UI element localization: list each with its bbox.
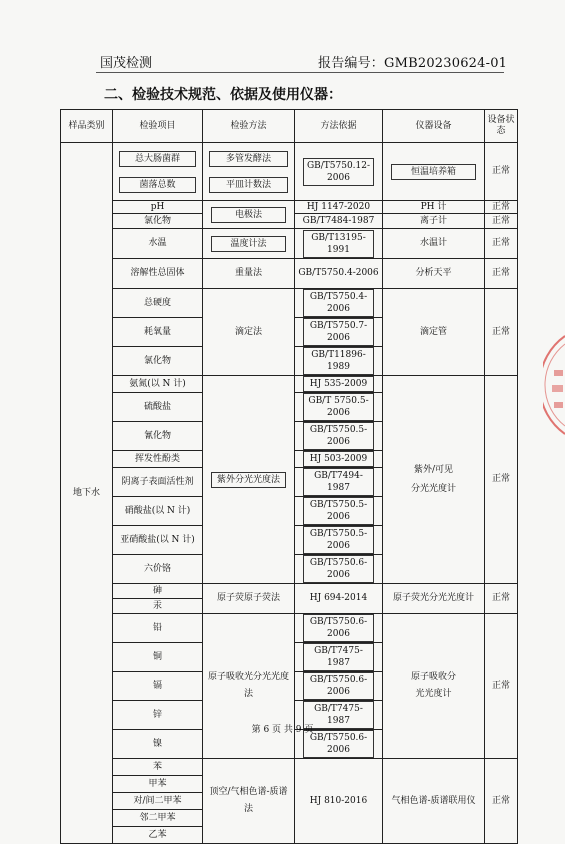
section-title: 二、检验技术规范、依据及使用仪器：: [104, 87, 342, 103]
table-row: [61, 259, 518, 289]
method-cell: [203, 201, 295, 229]
status-cell: 正常: [485, 201, 518, 214]
item-cell: 氨氮(以 N 计): [113, 376, 203, 393]
item-cell: 阴离子表面活性剂: [113, 468, 203, 497]
basis-text: GB/T5750.6-2006: [303, 555, 374, 583]
status-cell: 正常: [485, 376, 518, 584]
item-cell: 氯化物: [113, 347, 203, 376]
basis-cell: [295, 318, 383, 347]
item-text: 总大肠菌群: [119, 151, 196, 167]
table-row: [61, 201, 518, 214]
device-line: 紫外/可见: [413, 464, 454, 475]
basis-cell: [295, 422, 383, 451]
method-line: 法: [243, 804, 253, 814]
basis-text: GB/T5750.5-2006: [303, 497, 374, 525]
basis-cell: [295, 143, 383, 201]
org-name: 国茂检测: [100, 56, 153, 71]
table-row: [61, 759, 518, 776]
item-cell: 锌: [113, 701, 203, 730]
method-cell: [203, 229, 295, 259]
item-cell: 溶解性总固体: [113, 259, 203, 289]
method-cell: [203, 614, 295, 759]
status-cell: 正常: [485, 584, 518, 614]
basis-cell: [295, 526, 383, 555]
device-cell: [383, 614, 485, 759]
status-cell: 正常: [485, 143, 518, 201]
item-cell: 铅: [113, 614, 203, 643]
table-row: [61, 584, 518, 599]
method-text: 多管发酵法: [209, 151, 288, 167]
status-cell: 正常: [485, 229, 518, 259]
item-cell: 六价铬: [113, 555, 203, 584]
device-cell: [383, 376, 485, 584]
method-cell: [203, 759, 295, 844]
method-line: 原子吸收光分光光度: [207, 672, 289, 682]
item-cell: 镉: [113, 672, 203, 701]
col-status: 设备状态: [485, 110, 518, 143]
page-number: 第 6 页 共 9 页: [251, 725, 314, 735]
item-cell: 对/间二甲苯: [113, 793, 203, 810]
basis-cell: [295, 614, 383, 643]
basis-cell: [295, 393, 383, 422]
col-method: 检验方法: [203, 110, 295, 143]
method-text: 平皿计数法: [209, 177, 288, 193]
item-cell: 铜: [113, 643, 203, 672]
item-text: 菌落总数: [119, 177, 196, 193]
table-row: [61, 229, 518, 259]
status-cell: 正常: [485, 259, 518, 289]
device-cell: 水温计: [383, 229, 485, 259]
method-text: 电极法: [211, 207, 286, 223]
header-divider: [96, 72, 504, 73]
item-cell: 硝酸盐(以 N 计): [113, 497, 203, 526]
device-line: 光光度计: [415, 689, 452, 699]
item-cell: 邻二甲苯: [113, 810, 203, 827]
device-cell: 原子荧光分光光度计: [383, 584, 485, 614]
table-row: [61, 376, 518, 393]
basis-cell: [295, 229, 383, 259]
basis-text: GB/T 5750.5-2006: [303, 393, 374, 421]
col-item: 检验项目: [113, 110, 203, 143]
device-cell: 气相色谱-质谱联用仪: [383, 759, 485, 844]
device-line: 原子吸收分: [410, 672, 456, 682]
basis-text: GB/T5750.12-2006: [303, 158, 374, 186]
item-cell: 挥发性酚类: [113, 451, 203, 468]
status-cell: 正常: [485, 214, 518, 229]
basis-cell: HJ 810-2016: [295, 759, 383, 844]
device-cell: 滴定管: [383, 289, 485, 376]
table-header-row: [61, 110, 518, 143]
basis-cell: [295, 451, 383, 468]
table-row: [61, 289, 518, 318]
table-row: [61, 143, 518, 201]
basis-text: GB/T5750.6-2006: [303, 614, 374, 642]
basis-text: GB/T7475-1987: [303, 643, 374, 671]
basis-text: GB/T5750.4-2006: [303, 289, 374, 317]
basis-cell: [295, 468, 383, 497]
basis-cell: GB/T5750.4-2006: [295, 259, 383, 289]
item-cell: 乙苯: [113, 827, 203, 844]
method-cell: 滴定法: [203, 289, 295, 376]
col-basis: 方法依据: [295, 110, 383, 143]
basis-cell: [295, 289, 383, 318]
method-cell: 重量法: [203, 259, 295, 289]
item-cell: 亚硝酸盐(以 N 计): [113, 526, 203, 555]
basis-text: GB/T5750.5-2006: [303, 422, 374, 450]
method-cell: [203, 143, 295, 201]
basis-text: GB/T11896-1989: [303, 347, 374, 375]
status-cell: 正常: [485, 759, 518, 844]
item-cell: [113, 143, 203, 201]
method-cell: [203, 376, 295, 584]
item-cell: 苯: [113, 759, 203, 776]
item-cell: 总硬度: [113, 289, 203, 318]
device-cell: 离子计: [383, 214, 485, 229]
report-number: 报告编号：GMB20230624-01: [318, 56, 508, 71]
basis-text: GB/T5750.6-2006: [303, 672, 374, 700]
basis-text: GB/T7475-1987: [303, 701, 374, 729]
basis-cell: [295, 672, 383, 701]
device-cell: [383, 143, 485, 201]
item-cell: pH: [113, 201, 203, 214]
method-text: 紫外分光光度法: [211, 472, 286, 488]
item-cell: 甲苯: [113, 776, 203, 793]
device-text: 恒温培养箱: [391, 164, 476, 180]
basis-text: GB/T13195-1991: [303, 230, 374, 258]
basis-text: GB/T5750.6-2006: [303, 730, 374, 758]
basis-cell: [295, 555, 383, 584]
col-device: 仪器设备: [383, 110, 485, 143]
item-cell: 镍: [113, 730, 203, 759]
item-cell: 砷: [113, 584, 203, 599]
device-line: 分光光度计: [410, 483, 456, 494]
table-row: [61, 614, 518, 643]
basis-text: GB/T5750.7-2006: [303, 318, 374, 346]
basis-cell: HJ 1147-2020: [295, 201, 383, 214]
item-cell: 氯化物: [113, 214, 203, 229]
item-cell: 硫酸盐: [113, 393, 203, 422]
item-cell: 水温: [113, 229, 203, 259]
method-text: 温度计法: [211, 236, 286, 252]
partial-seal-stamp: [543, 330, 565, 440]
col-sample-type: 样品类别: [61, 110, 113, 143]
sample-type-cell: 地下水: [61, 143, 113, 844]
basis-text: HJ 503-2009: [303, 451, 374, 467]
device-cell: 分析天平: [383, 259, 485, 289]
item-cell: 耗氧量: [113, 318, 203, 347]
basis-text: GB/T5750.5-2006: [303, 526, 374, 554]
item-cell: 氰化物: [113, 422, 203, 451]
basis-cell: GB/T7484-1987: [295, 214, 383, 229]
basis-cell: [295, 347, 383, 376]
basis-cell: HJ 694-2014: [295, 584, 383, 614]
basis-text: GB/T7494-1987: [303, 468, 374, 496]
basis-cell: [295, 643, 383, 672]
status-cell: 正常: [485, 614, 518, 759]
basis-text: HJ 535-2009: [303, 376, 374, 392]
device-cell: PH 计: [383, 201, 485, 214]
basis-cell: [295, 376, 383, 393]
item-cell: 汞: [113, 599, 203, 614]
method-line: 法: [243, 689, 253, 699]
method-line: 顶空/气相色谱-质谱: [209, 787, 288, 797]
method-cell: 原子荧原子荧法: [203, 584, 295, 614]
basis-cell: [295, 497, 383, 526]
status-cell: 正常: [485, 289, 518, 376]
